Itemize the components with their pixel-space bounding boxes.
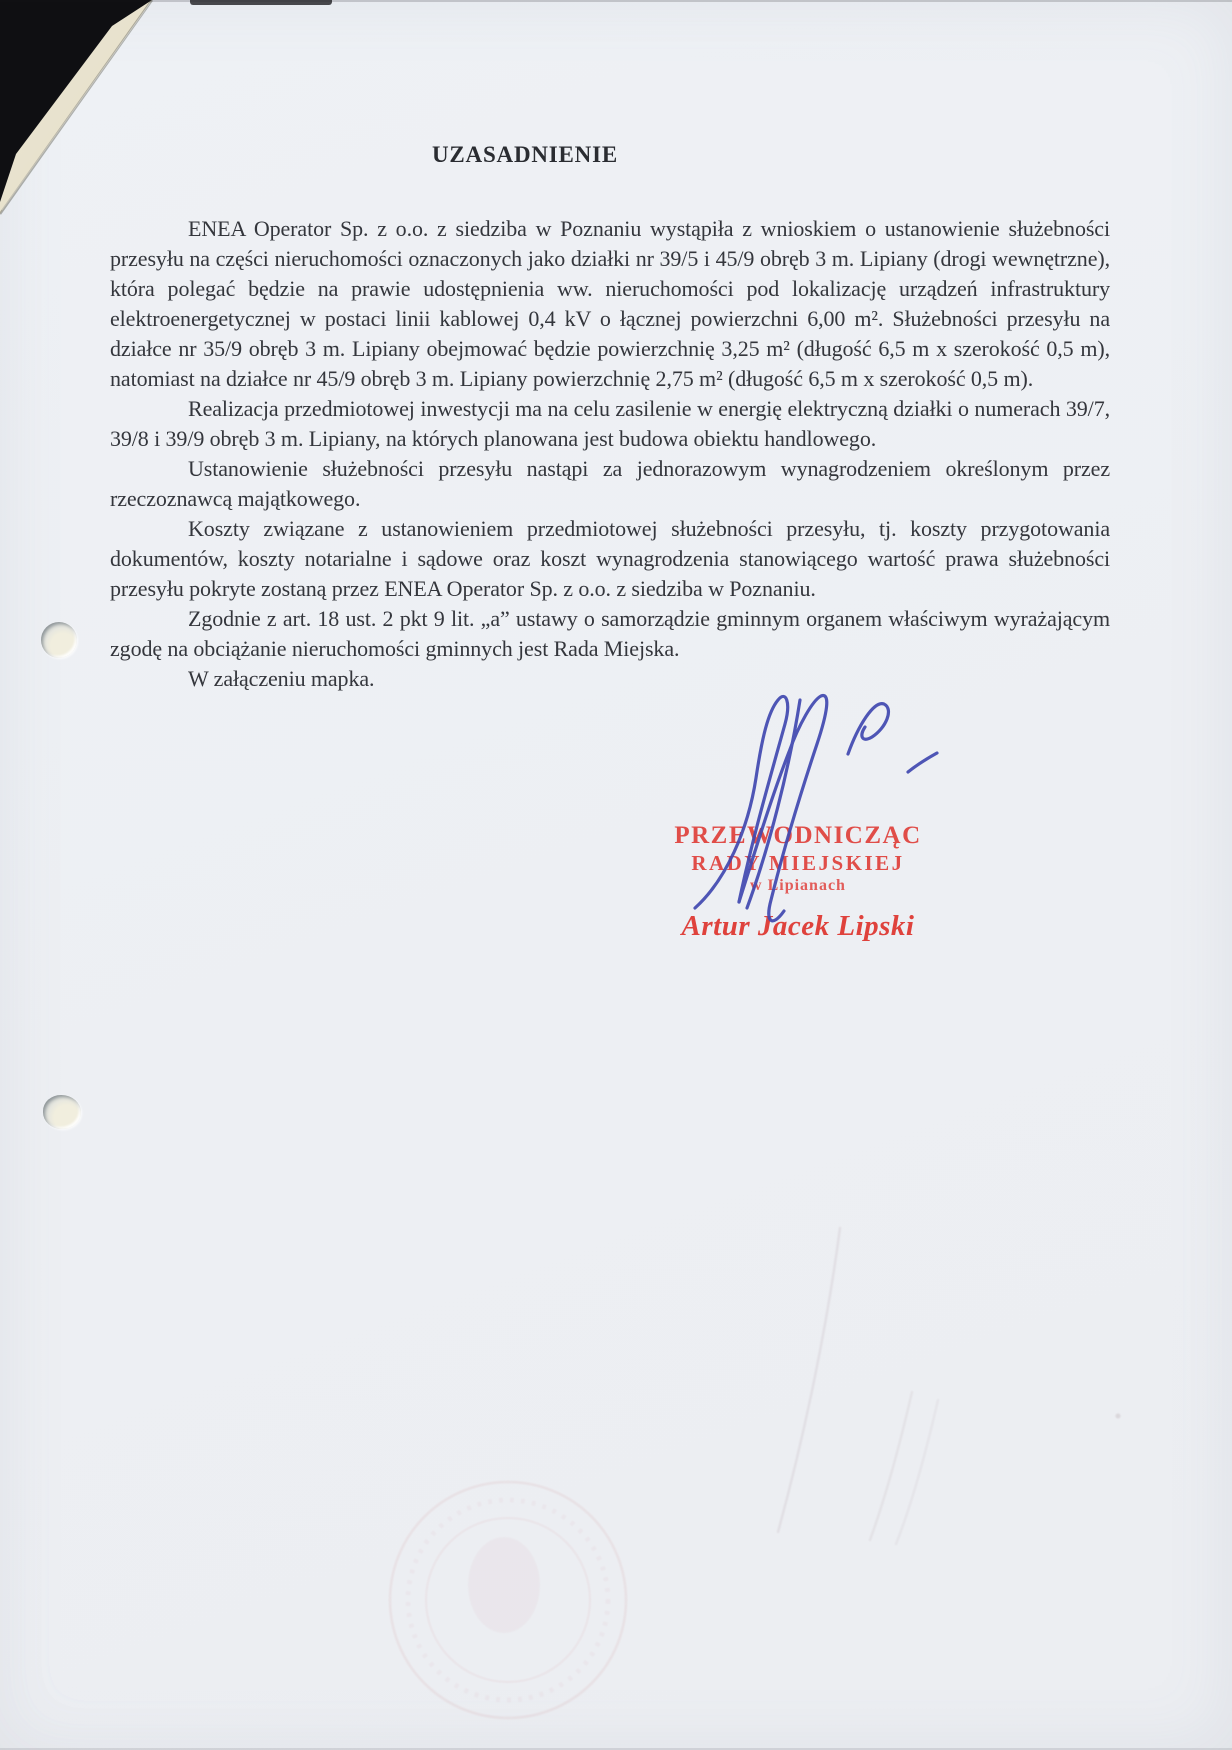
stamp-title-line: PRZEWODNICZĄC bbox=[674, 822, 922, 849]
hole-punch-top bbox=[41, 622, 77, 658]
stamp-signature-name: Artur Jacek Lipski bbox=[681, 910, 915, 943]
hole-punch-bottom bbox=[43, 1095, 81, 1129]
folded-corner bbox=[0, 0, 270, 270]
scan-edge-smudge bbox=[190, 0, 332, 5]
ghost-pen-strokes bbox=[690, 1190, 1170, 1590]
chairman-office-stamp bbox=[648, 822, 948, 943]
scan-top-edge bbox=[0, 0, 1232, 2]
body-paragraph: Realizacja przedmiotowej inwestycji ma na celu zasilenie w energię elektryczną działki o numerach 39/7, 39/8 i 39/9 obręb 3 m. Lipiany, na których planowana jest budowa obiektu handlowego. bbox=[110, 396, 1110, 451]
stamp-town-line: w Lipianach bbox=[750, 876, 846, 894]
body-paragraph: W załączeniu mapka. bbox=[188, 666, 375, 691]
body-paragraph: Zgodnie z art. 18 ust. 2 pkt 9 lit. „a” ustawy o samorządzie gminnym organem właściwym wyrażającym zgodę na obciążanie nieruchomości gminnych jest Rada Miejska. bbox=[110, 606, 1110, 661]
body-paragraph: Koszty związane z ustanowieniem przedmiotowej służebności przesyłu, tj. koszty przygotowania dokumentów, koszty notarialne i sądowe oraz koszt wynagrodzenia stanowiącego wartość prawa służebności przesyłu pokryte zostaną przez ENEA Operator Sp. z o.o. z siedziba w Poznaniu. bbox=[110, 516, 1110, 601]
document-body bbox=[110, 214, 1110, 694]
body-paragraph: Ustanowienie służebności przesyłu nastąpi za jednorazowym wynagrodzeniem określonym przez rzeczoznawcą majątkowego. bbox=[110, 456, 1110, 511]
faint-round-seal bbox=[360, 1455, 660, 1750]
body-paragraph: ENEA Operator Sp. z o.o. z siedziba w Poznaniu wystąpiła z wnioskiem o ustanowienie służebności przesyłu na części nieruchomości oznaczonych jako działki nr 39/5 i 45/9 obręb 3 m. Lipiany (drogi wewnętrzne), która polegać będzie na prawie udostępnienia ww. nieruchomości pod lokalizację urządzeń infrastruktury elektroenergetycznej w postaci linii kablowej 0,4 kV o łącznej powierzchni 6,00 m². Służebności przesyłu na działce nr 35/9 obręb 3 m. Lipiany obejmować będzie powierzchnię 3,25 m² (długość 6,5 m x szerokość 0,5 m), natomiast na działce nr 45/9 obręb 3 m. Lipiany powierzchnię 2,75 m² (długość 6,5 m x szerokość 0,5 m). bbox=[110, 216, 1110, 391]
stamp-council-line: RADY MIEJSKIEJ bbox=[691, 851, 905, 875]
document-title: UZASADNIENIE bbox=[432, 142, 618, 167]
